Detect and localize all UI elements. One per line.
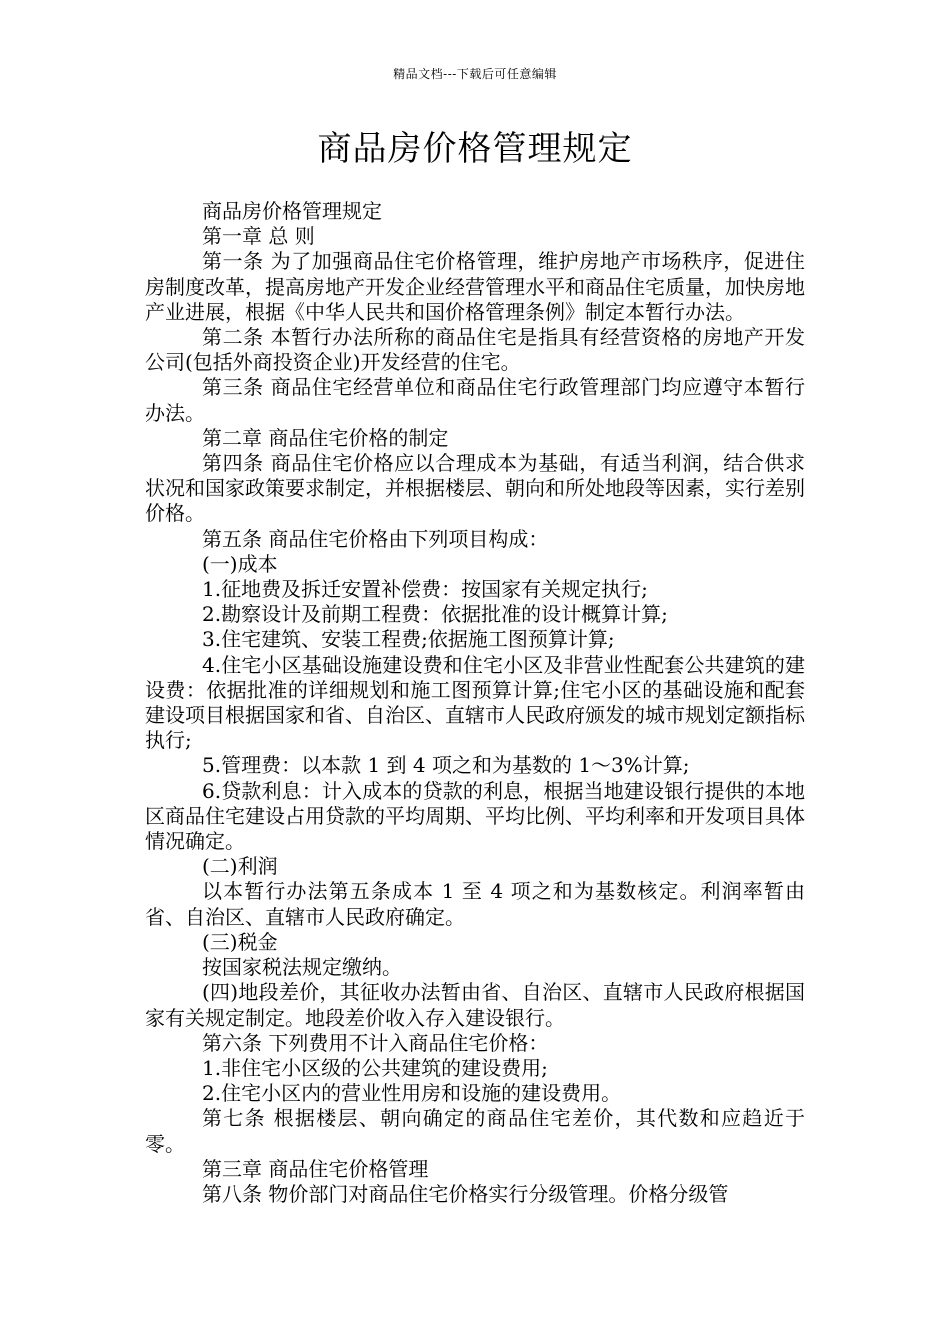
paragraph: 6.贷款利息：计入成本的贷款的利息，根据当地建设银行提供的本地区商品住宅建设占用贷款的平均周期、平均比例、平均利率和开发项目具体情况确定。 [145,778,805,854]
chapter-heading: 第三章 商品住宅价格管理 [202,1156,429,1181]
paragraph: (四)地段差价，其征收办法暂由省、自治区、直辖市人民政府根据国家有关规定制定。地段差价收入存入建设银行。 [145,980,805,1030]
paragraph: 第四条 商品住宅价格应以合理成本为基础，有适当利润，结合供求状况和国家政策要求制定，并根据楼层、朝向和所处地段等因素，实行差别价格。 [145,451,805,526]
paragraph: 2.勘察设计及前期工程费：依据批准的设计概算计算; [202,602,668,627]
paragraph: 第七条 根据楼层、朝向确定的商品住宅差价，其代数和应趋近于零。 [145,1106,805,1156]
paragraph: 商品房价格管理规定 [202,199,382,223]
paragraph: 第八条 物价部门对商品住宅价格实行分级管理。价格分级管 [202,1181,729,1206]
paragraph: 第三条 商品住宅经营单位和商品住宅行政管理部门均应遵守本暂行办法。 [145,375,805,425]
paragraph: 1.非住宅小区级的公共建筑的建设费用; [202,1055,548,1080]
chapter-heading: 第一章 总 则 [202,224,315,249]
document-title: 商品房价格管理规定 [317,129,633,169]
paragraph: 以本暂行办法第五条成本 1 至 4 项之和为基数核定。利润率暂由省、自治区、直辖市人民政府确定。 [145,879,805,929]
document-body [145,199,805,1207]
paragraph: 第二条 本暂行办法所称的商品住宅是指具有经营资格的房地产开发公司(包括外商投资企业)开发经营的住宅。 [145,325,805,375]
paragraph: 2.住宅小区内的营业性用房和设施的建设费用。 [202,1081,622,1106]
paragraph: 第六条 下列费用不计入商品住宅价格： [202,1030,549,1055]
chapter-heading: 第二章 商品住宅价格的制定 [202,425,449,450]
paragraph: 按国家税法规定缴纳。 [202,955,402,980]
paragraph: (二)利润 [202,854,278,879]
paragraph: 第一条 为了加强商品住宅价格管理，维护房地产市场秩序，促进住房制度改革，提高房地产开发企业经营管理水平和商品住宅质量，加快房地产业进展，根据《中华人民共和国价格管理条例》制定本暂行办法。 [145,249,805,324]
page-header-note: 精品文档---下载后可任意编辑 [393,67,557,81]
paragraph: 第五条 商品住宅价格由下列项目构成： [202,526,549,551]
paragraph: 5.管理费：以本款 1 到 4 项之和为基数的 1～3%计算; [202,753,690,778]
paragraph: 3.住宅建筑、安装工程费;依据施工图预算计算; [202,627,615,652]
paragraph: 1.征地费及拆迁安置补偿费：按国家有关规定执行; [202,577,648,602]
paragraph: 4.住宅小区基础设施建设费和住宅小区及非营业性配套公共建筑的建设费：依据批准的详细规划和施工图预算计算;住宅小区的基础设施和配套建设项目根据国家和省、自治区、直辖市人民政府颁发的城市规划定额指标执行; [145,652,805,753]
paragraph: (三)税金 [202,929,278,954]
paragraph: (一)成本 [202,551,278,576]
